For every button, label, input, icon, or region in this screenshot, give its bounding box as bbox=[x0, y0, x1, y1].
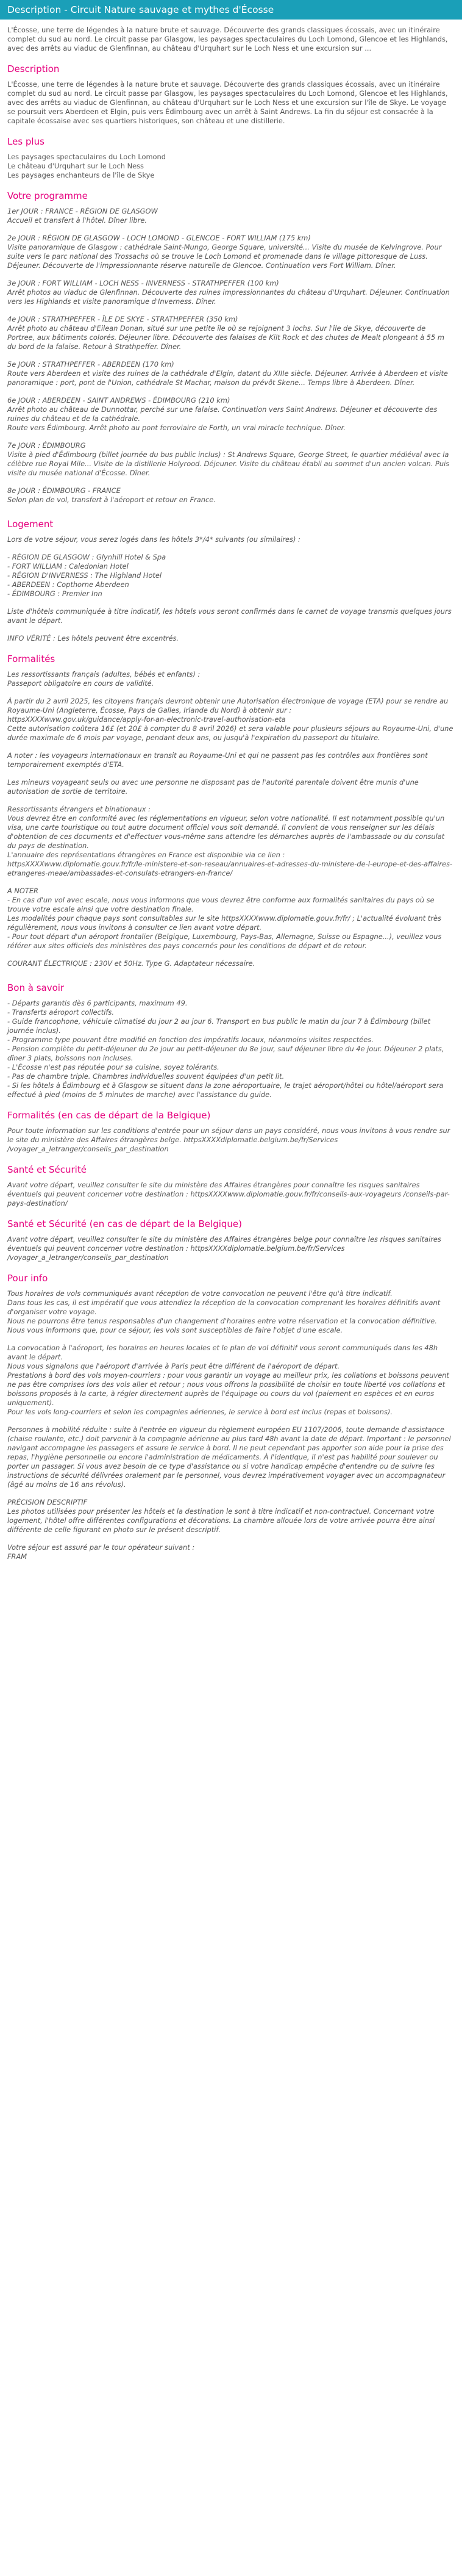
day-heading: 3e JOUR : FORT WILLIAM - LOCH NESS - INVERNESS - STRATHPEFFER (100 km) bbox=[7, 279, 279, 287]
programme-days bbox=[7, 207, 455, 505]
sante-be-text: Avant votre départ, veuillez consulter le site du ministère des Affaires étrangères belge pour connaître les risques sanitaires éventuels qui peuvent concerner votre destination : httpsXXXXdiplomatie.belgium.be/fr/Services /voyager_a_letranger/conseils_par_destination bbox=[7, 1235, 441, 1262]
hotel-item: - RÉGION DE GLASGOW : Glynhill Hotel & Spa bbox=[7, 553, 166, 561]
day-description: Selon plan de vol, transfert à l'aéroport et retour en France. bbox=[7, 495, 216, 504]
pour-info-paragraph: La convocation à l'aéroport, les horaires en heures locales et le plan de vol définitif vous seront communiqués dans les 48h avant le départ. Nous vous signalons que l'aéroport d'arrivée à Paris peut être différent de l'aéroport de départ. Prestations à bord des vols moyen-courriers : pour vous garantir un voyage au meilleur prix, les collations et boissons peuvent ne pas être comprises lors des vols aller et retour ; nous vous offrons la possibilité de choisir en toute liberté vos collations et boissons proposés à la carte, à régler directement auprès de l'équipage ou cours du vol (paiement en espèces et en euros uniquement). Pour les vols long-courriers et selon les compagnies aériennes, le service à bord est inclus (repas et boissons). bbox=[7, 1344, 449, 1416]
programme-day bbox=[7, 234, 455, 270]
logement-info: INFO VÉRITÉ : Les hôtels peuvent être excentrés. bbox=[7, 634, 179, 642]
formalites-heading: Formalités bbox=[7, 653, 55, 664]
day-description: Arrêt photos au viaduc de Glenfinnan. Découverte des ruines impressionnantes du château d'Urquhart. Déjeuner. Continuation vers les Highlands et visite panoramique d'Inverness. Dîner. bbox=[7, 288, 450, 306]
programme-day bbox=[7, 207, 455, 225]
day-heading: 5e JOUR : STRATHPEFFER - ABERDEEN (170 km) bbox=[7, 360, 174, 369]
plus-item: Le château d'Urquhart sur le Loch Ness bbox=[7, 162, 144, 170]
formalites-paragraph: À partir du 2 avril 2025, les citoyens français devront obtenir une Autorisation électronique de voyage (ETA) pour se rendre au Royaume-Uni (Angleterre, Écosse, Pays de Galles, Irlande du Nord) à obtenir sur : httpsXXXXwww.gov.uk/guidance/apply-for-an-electronic-travel-authorisation-eta Cette autorisation coûtera 16£ (et 20£ à compter du 8 avril 2026) et sera valable pour plusieurs séjours au Royaume-Uni, d'une durée maximale de 6 mois par voyage, pendant deux ans, ou jusqu'à l'expiration du passeport du titulaire. bbox=[7, 697, 453, 742]
day-heading: 6e JOUR : ABERDEEN - SAINT ANDREWS - ÉDIMBOURG (210 km) bbox=[7, 396, 230, 405]
logement-heading: Logement bbox=[7, 519, 54, 530]
content bbox=[0, 20, 462, 1561]
logement-note: Liste d'hôtels communiquée à titre indicatif, les hôtels vous seront confirmés dans le carnet de voyage transmis quelques jours avant le départ. bbox=[7, 607, 452, 625]
day-description: Route vers Édimbourg. Arrêt photo au pont ferroviaire de Forth, un vrai miracle technique. Dîner. bbox=[7, 423, 346, 432]
formalites-be-heading: Formalités (en cas de départ de la Belgique) bbox=[7, 1110, 211, 1121]
programme-day bbox=[7, 486, 455, 505]
logement-block bbox=[7, 535, 455, 643]
formalites-paragraph: Ressortissants étrangers et binationaux : Vous devrez être en conformité avec les réglementations en vigueur, selon votre nationalité. Il est notamment possible qu'un visa, une carte touristique ou tout autre document officiel vous soit demandé. Il convient de vous renseigner sur les délais d'obtention de ces documents et d'effectuer vous-même sans attendre les démarches auprès de l'ambassade ou du consulat du pays de destination. L'annuaire des représentations étrangères en France est disponible via ce lien : httpsXXXXwww.diplomatie.gouv.fr/fr/le-ministere-et-son-reseau/annuaires-et-adresses-du-ministere-de-l-europe-et-des-affaires-etrangeres-meae/ambassades-et-consulats-etrangers-en-france/ bbox=[7, 805, 453, 877]
hotel-item: - ÉDIMBOURG : Premier Inn bbox=[7, 589, 102, 598]
programme-day bbox=[7, 279, 455, 306]
day-heading: 4e JOUR : STRATHPEFFER - ÎLE DE SKYE - STRATHPEFFER (350 km) bbox=[7, 315, 238, 323]
programme-day bbox=[7, 315, 455, 351]
description-heading: Description bbox=[7, 63, 60, 74]
bon-savoir-text: - Départs garantis dès 6 participants, maximum 49. - Transferts aéroport collectifs. - Guide francophone, véhicule climatisé du jour 2 au jour 6. Transport en bus public le matin du jour 7 à Édimbourg (billet journée inclus). - Programme type pouvant être modifié en fonction des impératifs locaux, néanmoins visites respectées. - Pension complète du petit-déjeuner du 2e jour au petit-déjeuner du 8e jour, sauf déjeuner libre du 4e jour. Déjeuner 2 plats, dîner 3 plats, boissons non incluses. - L'Écosse n'est pas réputée pour sa cuisine, soyez tolérants. - Pas de chambre triple. Chambres individuelles souvent équipées d'un petit lit. - Si les hôtels à Édimbourg et à Glasgow se situent dans la zone aéroportuaire, le trajet aéroport/hôtel ou hôtel/aéroport sera effectué à pied (moins de 5 minutes de marche) avec l'assistance du guide. bbox=[7, 999, 444, 1099]
formalites-paragraph: Les ressortissants français (adultes, bébés et enfants) : Passeport obligatoire en cours de validité. bbox=[7, 670, 201, 688]
sante-heading: Santé et Sécurité bbox=[7, 1164, 87, 1175]
hotel-list bbox=[7, 553, 455, 599]
pour-info-paragraph: Votre séjour est assuré par le tour opérateur suivant : FRAM bbox=[7, 1543, 195, 1561]
programme-day bbox=[7, 360, 455, 387]
day-heading: 8e JOUR : ÉDIMBOURG - FRANCE bbox=[7, 486, 121, 495]
programme-day bbox=[7, 396, 455, 433]
hotel-item: - RÉGION D'INVERNESS : The Highland Hotel bbox=[7, 571, 162, 580]
day-description: Accueil et transfert à l'hôtel. Dîner libre. bbox=[7, 216, 147, 225]
programme-heading: Votre programme bbox=[7, 190, 88, 201]
day-description: Arrêt photo au château de Dunnottar, perché sur une falaise. Continuation vers Saint Andrews. Déjeuner et découverte des ruines du château et de la cathédrale. bbox=[7, 405, 438, 423]
logement-intro: Lors de votre séjour, vous serez logés dans les hôtels 3*/4* suivants (ou similaires) : bbox=[7, 535, 300, 544]
bon-savoir-heading: Bon à savoir bbox=[7, 982, 65, 993]
sante-be-heading: Santé et Sécurité (en cas de départ de la Belgique) bbox=[7, 1218, 242, 1229]
formalites-be-text: Pour toute information sur les conditions d'entrée pour un séjour dans un pays considéré, nous vous invitons à vous rendre sur le site du ministère des Affaires étrangères belge. httpsXXXXdiplomatie.belgium.be/fr/Services /voyager_a_letranger/conseils_par_destination bbox=[7, 1126, 450, 1153]
day-description: Visite à pied d'Édimbourg (billet journée du bus public inclus) : St Andrews Square, George Street, le quartier médiéval avec la célèbre rue Royal Mile... Visite de la distillerie Holyrood. Déjeuner. Visite du château établi au sommet d'un ancien volcan. Puis visite du musée national d'Écosse. Dîner. bbox=[7, 450, 450, 477]
plus-list bbox=[7, 153, 455, 180]
sante-text: Avant votre départ, veuillez consulter le site du ministère des Affaires étrangères pour connaître les risques sanitaires éventuels qui peuvent concerner votre destination : httpsXXXXwww.diplomatie.gouv.fr/fr/conseils-aux-voyageurs /conseils-par-pays-destination/ bbox=[7, 1181, 450, 1207]
day-description: Arrêt photo au château d'Eilean Donan, situé sur une petite île où se rejoignent 3 lochs. Sur l'île de Skye, découverte de Portree, aux bâtiments colorés. Déjeuner libre. Découverte des falaises de Kilt Rock et des chutes de Mealt plongeant à 55 m du bord de la falaise. Retour à Strathpeffer. Dîner. bbox=[7, 324, 445, 351]
programme-day bbox=[7, 441, 455, 478]
day-heading: 1er JOUR : FRANCE - RÉGION DE GLASGOW bbox=[7, 207, 158, 215]
pour-info-paragraph: PRÉCISION DESCRIPTIF Les photos utilisées pour présenter les hôtels et la destination le sont à titre indicatif et non-contractuel. Concernant votre logement, l'hôtel offre différentes configurations et décorations. La chambre allouée lors de votre arrivée pourra être ainsi différente de celle figurant en photo sur le présent descriptif. bbox=[7, 1498, 435, 1534]
pour-info-block bbox=[7, 1289, 455, 1561]
day-heading: 7e JOUR : ÉDIMBOURG bbox=[7, 441, 86, 450]
plus-item: Les paysages enchanteurs de l'île de Skye bbox=[7, 171, 155, 179]
plus-item: Les paysages spectaculaires du Loch Lomond bbox=[7, 153, 166, 161]
day-description: Visite panoramique de Glasgow : cathédrale Saint-Mungo, George Square, université... Visite du musée de Kelvingrove. Pour suite vers le parc national des Trossachs où se trouve le Loch Lomond et promenade dans le village pittoresque de Luss. Déjeuner. Découverte de l'impressionnante réserve naturelle de Glencoe. Continuation vers Fort William. Dîner. bbox=[7, 243, 442, 270]
day-description: Route vers Aberdeen et visite des ruines de la cathédrale d'Elgin, datant du XIIIe siècle. Déjeuner. Arrivée à Aberdeen et visite panoramique : port, pont de l'Union, cathédrale St Machar, maison du prévôt Skene... Temps libre à Aberdeen. Dîner. bbox=[7, 369, 448, 387]
formalites-paragraph: A noter : les voyageurs internationaux en transit au Royaume-Uni et qui ne passent pas les contrôles aux frontières sont temporairement exemptés d'ETA. bbox=[7, 751, 428, 769]
formalites-paragraph: A NOTER - En cas d'un vol avec escale, nous vous informons que vous devrez être conforme aux formalités sanitaires du pays où se trouve votre escale ainsi que votre destination finale. Les modalités pour chaque pays sont consultables sur le site httpsXXXXwww.diplomatie.gouv.fr/fr/ ; L'actualité évoluant très régulièrement, nous vous invitons à consulter ce lien avant votre départ. - Pour tout départ d'un aéroport frontalier (Belgique, Luxembourg, Pays-Bas, Allemagne, Suisse ou Espagne...), veuillez vous référer aux sites officiels des ministères des pays concernés pour les conditions de départ et de retour. bbox=[7, 887, 442, 950]
pour-info-heading: Pour info bbox=[7, 1273, 48, 1284]
pour-info-paragraph: Personnes à mobilité réduite : suite à l'entrée en vigueur du règlement européen EU 1107/2006, toute demande d'assistance (chaise roulante, etc.) doit parvenir à la compagnie aérienne au plus tard 48h avant la date de départ. Important : le personnel navigant accompagne les passagers et assure le service à bord. Il ne peut cependant pas apporter son aide pour la prise des repas, l'hygiène personnelle ou encore l'administration de médicaments. À l'identique, il n'est pas habilité pour soulever ou porter un passager. Si vous avez besoin de ce type d'assistance ou si votre handicap empêche d'entendre ou de suivre les instructions de sécurité délivrées oralement par le personnel, vous devrez impérativement voyager avec un accompagnateur (âgé au moins de 16 ans révolus). bbox=[7, 1425, 451, 1489]
formalites-paragraph: COURANT ÉLECTRIQUE : 230V et 50Hz. Type G. Adaptateur nécessaire. bbox=[7, 959, 255, 968]
hotel-item: - ABERDEEN : Copthorne Aberdeen bbox=[7, 580, 129, 589]
day-heading: 2e JOUR : RÉGION DE GLASGOW - LOCH LOMOND - GLENCOE - FORT WILLIAM (175 km) bbox=[7, 234, 311, 242]
plus-heading: Les plus bbox=[7, 136, 44, 147]
page-title: Description - Circuit Nature sauvage et mythes d'Écosse bbox=[7, 4, 274, 15]
pour-info-paragraph: Tous horaires de vols communiqués avant réception de votre convocation ne peuvent l'être qu'à titre indicatif. Dans tous les cas, il est impératif que vous attendiez la réception de la convocation comprenant les horaires définitifs avant d'organiser votre voyage. Nous ne pourrons être tenus responsables d'un changement d'horaires entre votre réservation et la convocation définitive. Nous vous informons que, pour ce séjour, les vols sont susceptibles de faire l'objet d'une escale. bbox=[7, 1289, 441, 1334]
formalites-paragraph: Les mineurs voyageant seuls ou avec une personne ne disposant pas de l'autorité parentale doivent être munis d'une autorisation de sortie de territoire. bbox=[7, 778, 419, 796]
hotel-item: - FORT WILLIAM : Caledonian Hotel bbox=[7, 562, 129, 570]
intro-text: L'Écosse, une terre de légendes à la nature brute et sauvage. Découverte des grands classiques écossais, avec un itinéraire complet du sud au nord. Le circuit passe par Glasgow, les paysages spectaculaires du Loch Lomond, Glencoe et les Highlands, avec des arrêts au viaduc de Glenfinnan, au château d'Urquhart sur le Loch Ness et une excursion sur ... bbox=[7, 26, 448, 52]
description-text: L'Écosse, une terre de légendes à la nature brute et sauvage. Découverte des grands classiques écossais, avec un itinéraire complet du sud au nord. Le circuit passe par Glasgow, les paysages spectaculaires du Loch Lomond, Glencoe et les Highlands, avec des arrêts au viaduc de Glenfinnan, au château d'Urquhart sur le Loch Ness et une excursion sur l'île de Skye. Le voyage se poursuit vers Aberdeen et Elgin, puis vers Édimbourg avec un arrêt à Saint Andrews. La fin du séjour est consacrée à la capitale écossaise avec ses quartiers historiques, son château et une distillerie. bbox=[7, 80, 448, 125]
title-banner bbox=[0, 0, 462, 20]
formalites-block bbox=[7, 670, 455, 968]
